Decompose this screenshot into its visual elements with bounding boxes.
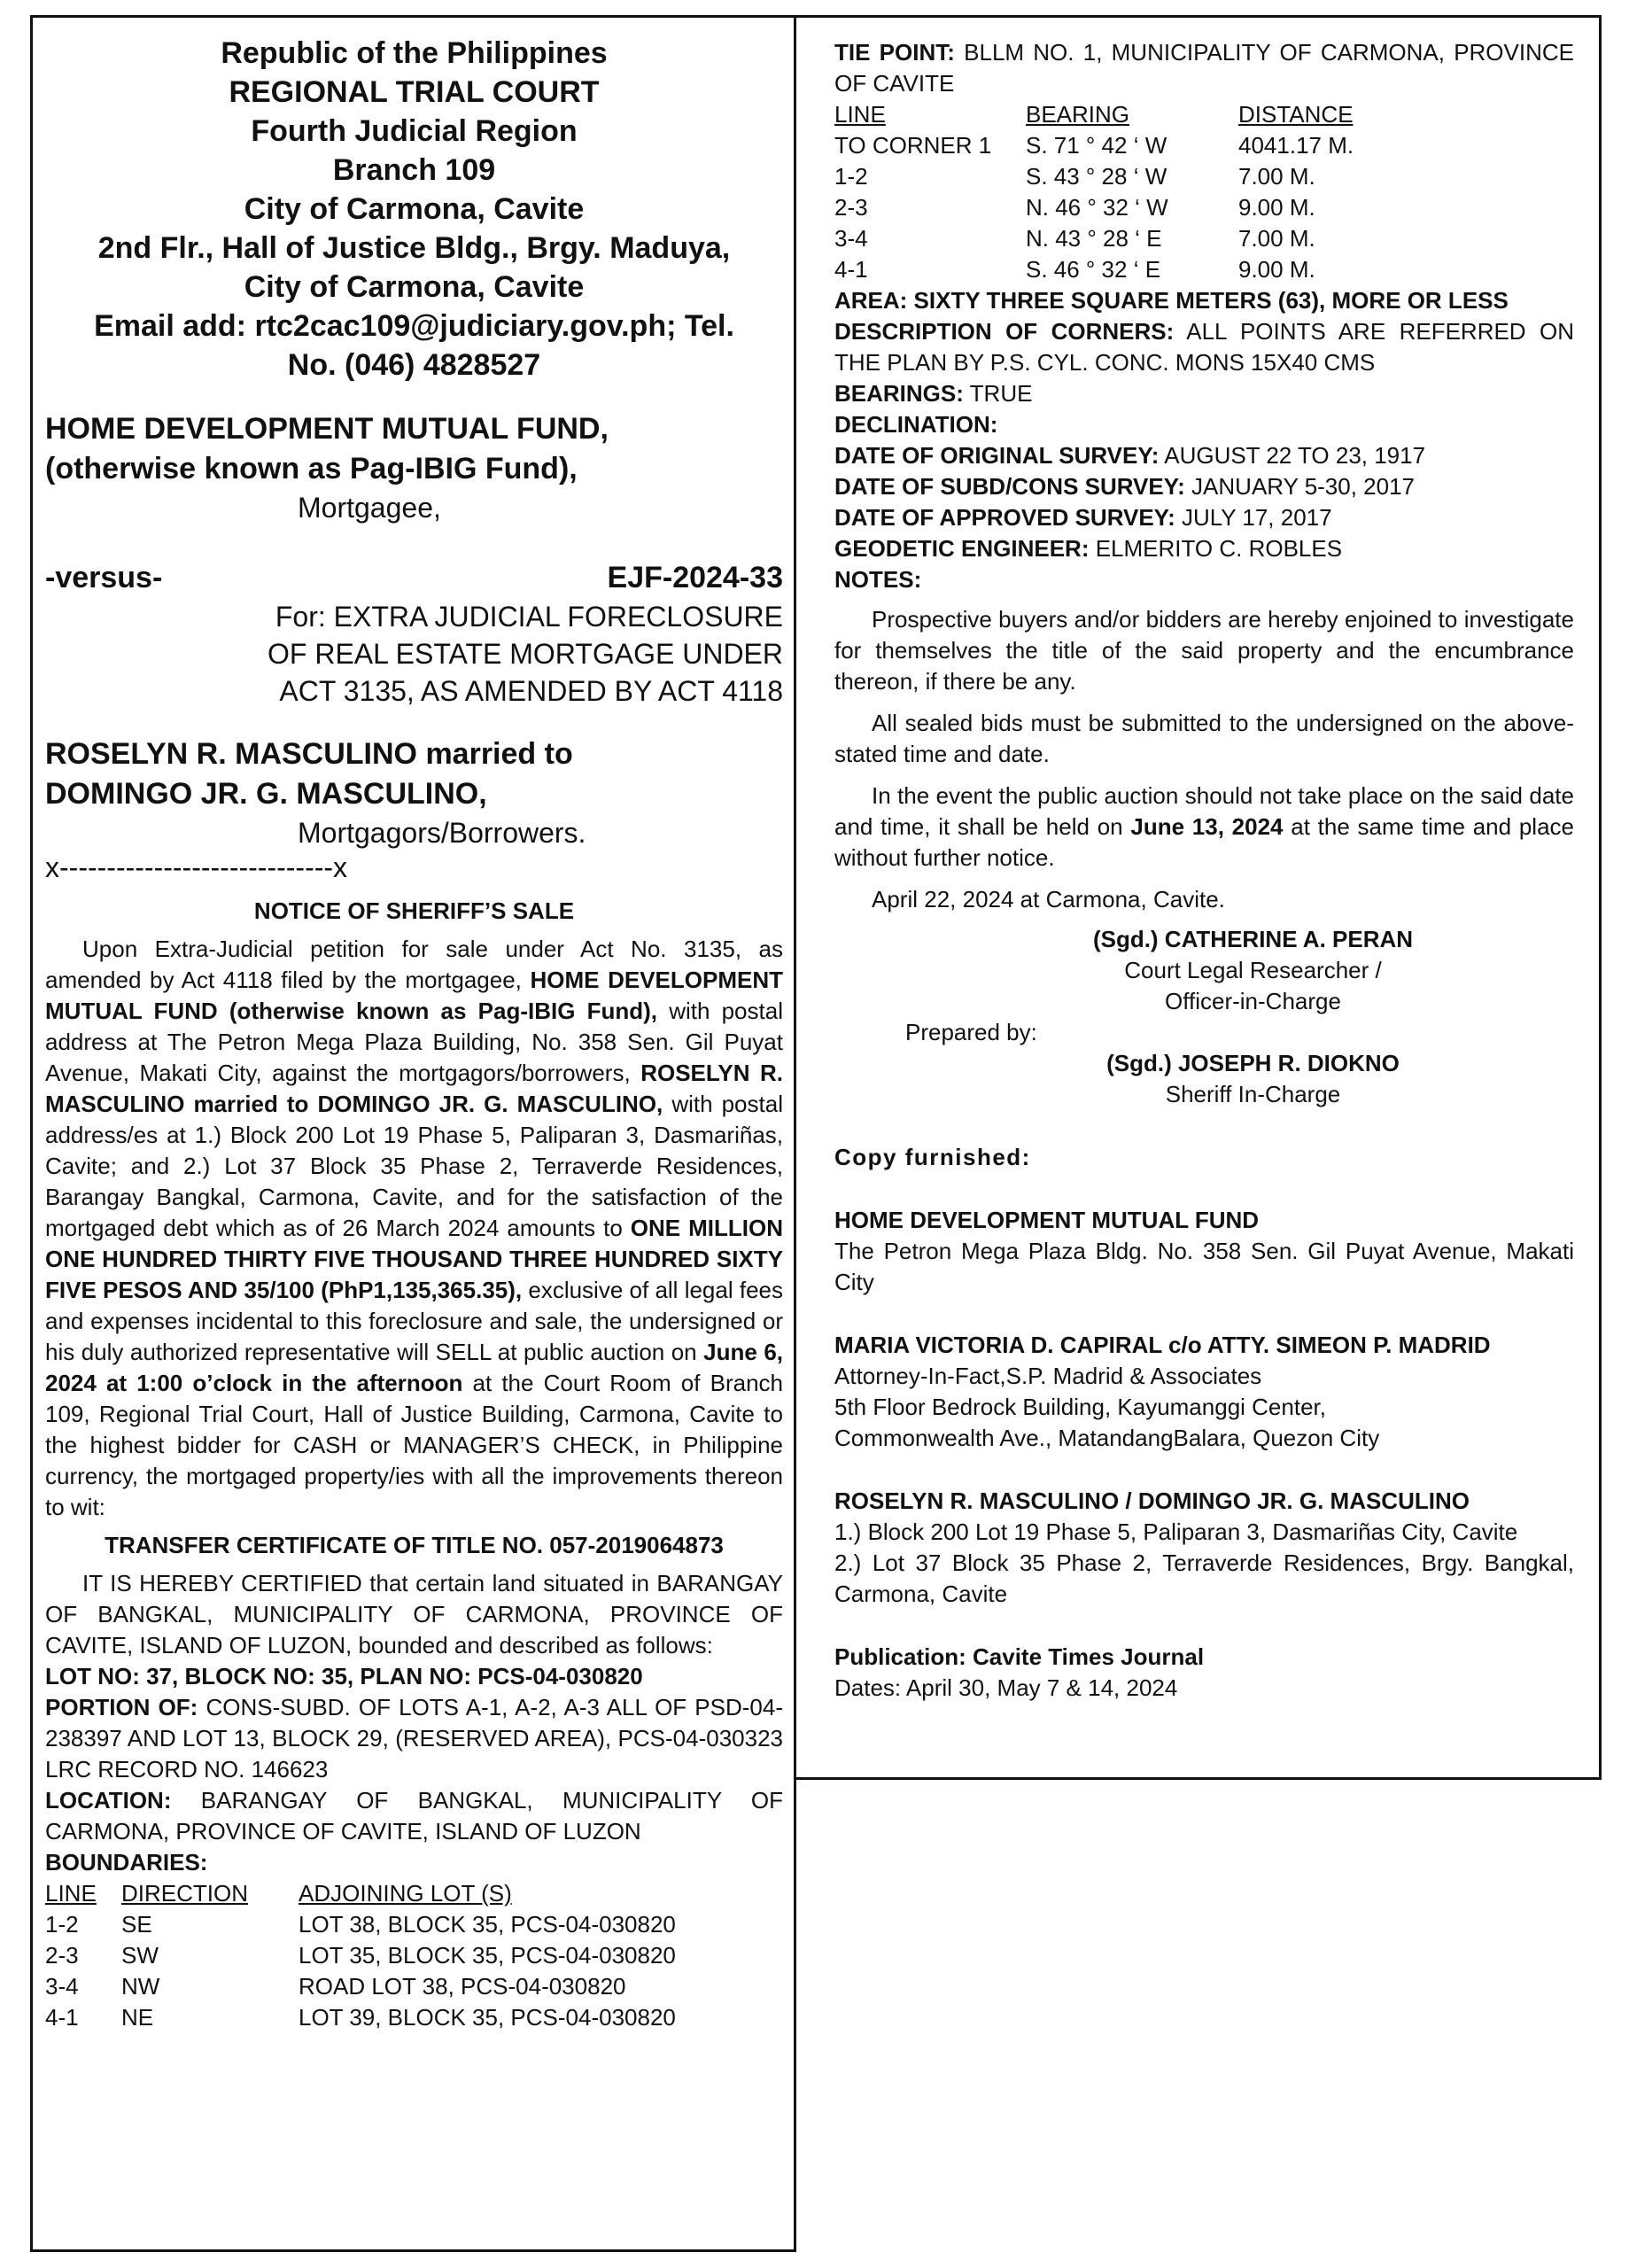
- court-line: REGIONAL TRIAL COURT: [229, 75, 600, 109]
- recipient-address: Attorney-In-Fact,S.P. Madrid & Associates: [834, 1363, 1262, 1389]
- table-row: [45, 1940, 783, 1971]
- geodetic-engineer: [834, 533, 1574, 564]
- table-cell: SW: [121, 1942, 159, 1969]
- table-header: [834, 99, 1574, 130]
- table-cell: 1-2: [45, 1911, 79, 1938]
- court-line: Branch 109: [332, 153, 496, 187]
- table-row: [834, 223, 1574, 254]
- lot-line: LOT NO: 37, BLOCK NO: 35, PLAN NO: PCS-04-030820: [45, 1663, 643, 1689]
- body-text: In the event the public auction should not take place on the said date and time, it shall be held on: [834, 782, 1574, 840]
- field-label: PORTION OF:: [45, 1694, 198, 1720]
- table-cell: TO CORNER 1: [834, 132, 992, 159]
- body-text: ONE MILLION ONE HUNDRED THIRTY FIVE THOUSAND THREE HUNDRED SIXTY FIVE PESOS AND 35/100 (PhP1,135,365.35),: [45, 1215, 783, 1303]
- table-cell: NE: [121, 2004, 154, 2031]
- certified-text: IT IS HEREBY CERTIFIED that certain land situated in BARANGAY OF BANGKAL, MUNICIPALITY OF CARMONA, PROVINCE OF CAVITE, ISLAND OF LUZON, bounded and described as follows:: [45, 1570, 783, 1658]
- table-cell: 4-1: [834, 256, 868, 283]
- versus-label: -versus-: [45, 561, 163, 594]
- body-text: Upon Extra-Judicial petition for sale under Act No. 3135, as amended by Act 4118 filed by the mortgagee,: [45, 936, 783, 993]
- field-label: LOCATION:: [45, 1787, 172, 1814]
- signature-block-1: [834, 924, 1574, 1017]
- notice-paragraph: Prospective buyers and/or bidders are hereby enjoined to investigate for themselves the title of the said property and the encumbrance thereon, if there be any.: [834, 606, 1574, 695]
- field-value: JULY 17, 2017: [1175, 504, 1332, 531]
- table-cell: 3-4: [834, 225, 868, 252]
- signature-block-2: [834, 1048, 1574, 1110]
- mortgagor-name: ROSELYN R. MASCULINO married to: [45, 737, 573, 771]
- body-text: with postal address at The Petron Mega Plaza Building, No. 358 Sen. Gil Puyat Avenue, Makati City, against the mortgagors/borrowers,: [45, 998, 783, 1086]
- signatory-title: Court Legal Researcher /: [1124, 957, 1382, 983]
- field-value: ALL POINTS ARE REFERRED ON THE PLAN BY P.S. CYL. CONC. MONS 15X40 CMS: [834, 318, 1574, 376]
- separator: x-----------------------------x: [45, 851, 348, 883]
- column-header: LINE: [45, 1880, 97, 1907]
- table-row: [834, 130, 1574, 161]
- mortgagee-role: Mortgagee,: [298, 492, 441, 524]
- table-row: [45, 1909, 783, 1940]
- right-column: [795, 15, 1602, 1780]
- court-line: No. (046) 4828527: [287, 348, 541, 382]
- body-text: ROSELYN R. MASCULINO married to DOMINGO JR. G. MASCULINO,: [45, 1060, 783, 1117]
- table-cell: 7.00 M.: [1238, 225, 1315, 252]
- body-text: exclusive of all legal fees and expenses incidental to this foreclosure and sale, the undersigned or his duly authorized representative will SELL at public auction on: [45, 1277, 784, 1365]
- table-cell: 9.00 M.: [1238, 194, 1315, 221]
- location: [45, 1785, 783, 1847]
- bearings-field: [834, 378, 1574, 409]
- table-cell: 7.00 M.: [1238, 163, 1315, 190]
- table-cell: 3-4: [45, 1973, 79, 2000]
- field-label: GEODETIC ENGINEER:: [834, 535, 1090, 562]
- table-row: [45, 2002, 783, 2033]
- field-value: TRUE: [963, 380, 1033, 407]
- court-header: [45, 34, 783, 384]
- body-text: at the same time and place without further notice.: [834, 813, 1574, 871]
- table-cell: SE: [121, 1911, 152, 1938]
- notice-title: NOTICE OF SHERIFF’S SALE: [253, 897, 575, 924]
- field-value: BLLM NO. 1, MUNICIPALITY OF CARMONA, PROVINCE OF CAVITE: [834, 39, 1574, 97]
- case-for-line: For: EXTRA JUDICIAL FORECLOSURE: [275, 601, 783, 633]
- recipient-address: The Petron Mega Plaza Bldg. No. 358 Sen. Gil Puyat Avenue, Makati City: [834, 1238, 1574, 1295]
- court-line: City of Carmona, Cavite: [244, 192, 585, 226]
- left-column: [30, 15, 796, 2252]
- table-row: [45, 1971, 783, 2002]
- table-row: [834, 192, 1574, 223]
- recipient-name: ROSELYN R. MASCULINO / DOMINGO JR. G. MASCULINO: [834, 1487, 1470, 1514]
- recipient-name: MARIA VICTORIA D. CAPIRAL c/o ATTY. SIMEON P. MADRID: [834, 1332, 1491, 1358]
- body-text: June 13, 2024: [1130, 813, 1284, 840]
- field-value: CONS-SUBD. OF LOTS A-1, A-2, A-3 ALL OF PSD-04-238397 AND LOT 13, BLOCK 29, (RESERVED AREA), PCS-04-030323 LRC RECORD NO. 146623: [45, 1694, 784, 1783]
- portion-of: [45, 1692, 783, 1785]
- date-line: April 22, 2024 at Carmona, Cavite.: [872, 886, 1225, 913]
- publication: Publication: Cavite Times Journal: [834, 1643, 1205, 1670]
- signatory-name: (Sgd.) CATHERINE A. PERAN: [1092, 926, 1414, 952]
- declination-field: [834, 409, 1574, 440]
- table-row: [834, 161, 1574, 192]
- tie-point: [834, 37, 1574, 99]
- column-header: DISTANCE: [1238, 101, 1354, 128]
- table-cell: 2-3: [45, 1942, 79, 1969]
- table-cell: N. 46 ° 32 ‘ W: [1026, 194, 1168, 221]
- court-line: Fourth Judicial Region: [251, 114, 578, 148]
- recipient-address: 1.) Block 200 Lot 19 Phase 5, Paliparan 3, Dasmariñas City, Cavite: [834, 1518, 1518, 1545]
- table-cell: 2-3: [834, 194, 868, 221]
- copy-furnished-label: Copy furnished:: [834, 1144, 1031, 1170]
- notice-paragraph: [834, 781, 1574, 874]
- column-header: ADJOINING LOT (S): [299, 1880, 512, 1907]
- body-text: June 6, 2024 at 1:00 o’clock in the afternoon: [45, 1339, 783, 1396]
- table-cell: LOT 39, BLOCK 35, PCS-04-030820: [299, 2004, 676, 2031]
- subd-survey-date: [834, 471, 1574, 502]
- table-cell: NW: [121, 1973, 160, 2000]
- caption-row: [45, 558, 783, 598]
- column-header: DIRECTION: [121, 1880, 248, 1907]
- field-label: DATE OF SUBD/CONS SURVEY:: [834, 473, 1185, 500]
- table-cell: S. 71 ° 42 ‘ W: [1026, 132, 1167, 159]
- field-value: JANUARY 5-30, 2017: [1184, 473, 1416, 500]
- court-line: City of Carmona, Cavite: [244, 270, 585, 304]
- notes-label: NOTES:: [834, 566, 922, 593]
- boundaries-table: [45, 1878, 783, 2033]
- court-line: Email add: rtc2cac109@judiciary.gov.ph; Tel.: [94, 309, 734, 343]
- body-text: with postal address/es at 1.) Block 200 Lot 19 Phase 5, Paliparan 3, Dasmariñas, Cavite; and 2.) Lot 37 Block 35 Phase 2, Terraverde Residences, Barangay Bangkal, Carmona, Cavite, and for the satisfaction of the mortgaged debt which as of 26 March 2024 amounts to: [45, 1091, 783, 1241]
- field-value: ELMERITO C. ROBLES: [1089, 535, 1343, 562]
- body-text: at the Court Room of Branch 109, Regional Trial Court, Hall of Justice Building, Carmona, Cavite to the highest bidder for CASH or MANAGER’S CHECK, in Philippine currency, the mortgaged property/ies with all the improvements thereon to wit:: [45, 1370, 783, 1520]
- signatory-name: (Sgd.) JOSEPH R. DIOKNO: [1106, 1050, 1400, 1076]
- signatory-title: Sheriff In-Charge: [1165, 1081, 1341, 1107]
- approved-survey-date: [834, 502, 1574, 533]
- table-cell: LOT 38, BLOCK 35, PCS-04-030820: [299, 1911, 676, 1938]
- mortgagee-name: HOME DEVELOPMENT MUTUAL FUND,: [45, 412, 609, 446]
- mortgagor-spouse: DOMINGO JR. G. MASCULINO,: [45, 777, 487, 811]
- table-row: [834, 254, 1574, 285]
- case-for-line: ACT 3135, AS AMENDED BY ACT 4118: [279, 675, 783, 707]
- table-cell: 1-2: [834, 163, 868, 190]
- original-survey-date: [834, 440, 1574, 471]
- prepared-by-label: Prepared by:: [905, 1019, 1037, 1045]
- field-label: DATE OF APPROVED SURVEY:: [834, 504, 1175, 531]
- court-line: 2nd Flr., Hall of Justice Bldg., Brgy. Maduya,: [97, 231, 731, 265]
- signatory-title: Officer-in-Charge: [1165, 988, 1341, 1014]
- table-header: [45, 1878, 783, 1909]
- bearings-table: [834, 99, 1574, 285]
- field-label: DECLINATION:: [834, 411, 998, 438]
- recipient-address: Commonwealth Ave., MatandangBalara, Quezon City: [834, 1425, 1380, 1451]
- mortgagee-aka: (otherwise known as Pag-IBIG Fund),: [45, 452, 578, 485]
- column-header: BEARING: [1026, 101, 1130, 128]
- field-value: BARANGAY OF BANGKAL, MUNICIPALITY OF CARMONA, PROVINCE OF CAVITE, ISLAND OF LUZON: [45, 1787, 783, 1845]
- recipient-name: HOME DEVELOPMENT MUTUAL FUND: [834, 1207, 1260, 1233]
- description-of-corners: [834, 316, 1574, 378]
- field-value: AUGUST 22 TO 23, 1917: [1159, 442, 1426, 469]
- notice-body: [45, 934, 783, 1523]
- recipient-address: 2.) Lot 37 Block 35 Phase 2, Terraverde Residences, Brgy. Bangkal, Carmona, Cavite: [834, 1550, 1574, 1607]
- case-for-line: OF REAL ESTATE MORTGAGE UNDER: [268, 638, 783, 670]
- table-cell: 4-1: [45, 2004, 79, 2031]
- boundaries-label: BOUNDARIES:: [45, 1849, 208, 1876]
- field-label: BEARINGS:: [834, 380, 964, 407]
- notice-paragraph: All sealed bids must be submitted to the undersigned on the above-stated time and date.: [834, 710, 1574, 767]
- table-cell: S. 43 ° 28 ‘ W: [1026, 163, 1167, 190]
- tct-title: TRANSFER CERTIFICATE OF TITLE NO. 057-2019064873: [105, 1532, 724, 1558]
- publication-dates: Dates: April 30, May 7 & 14, 2024: [834, 1674, 1178, 1701]
- field-label: DATE OF ORIGINAL SURVEY:: [834, 442, 1160, 469]
- table-cell: 4041.17 M.: [1238, 132, 1354, 159]
- table-cell: N. 43 ° 28 ‘ E: [1026, 225, 1162, 252]
- table-cell: S. 46 ° 32 ‘ E: [1026, 256, 1161, 283]
- field-label: DESCRIPTION OF CORNERS:: [834, 318, 1175, 345]
- court-line: Republic of the Philippines: [221, 36, 608, 70]
- body-text: HOME DEVELOPMENT MUTUAL FUND (otherwise known as Pag-IBIG Fund),: [45, 967, 784, 1024]
- table-cell: ROAD LOT 38, PCS-04-030820: [299, 1973, 626, 2000]
- field-label: TIE POINT:: [834, 39, 955, 66]
- case-number: EJF-2024-33: [607, 561, 783, 594]
- mortgagors-role: Mortgagors/Borrowers.: [298, 817, 586, 849]
- recipient-address: 5th Floor Bedrock Building, Kayumanggi Center,: [834, 1394, 1326, 1420]
- column-header: LINE: [834, 101, 886, 128]
- table-cell: LOT 35, BLOCK 35, PCS-04-030820: [299, 1942, 676, 1969]
- table-cell: 9.00 M.: [1238, 256, 1315, 283]
- area: AREA: SIXTY THREE SQUARE METERS (63), MORE OR LESS: [834, 287, 1509, 314]
